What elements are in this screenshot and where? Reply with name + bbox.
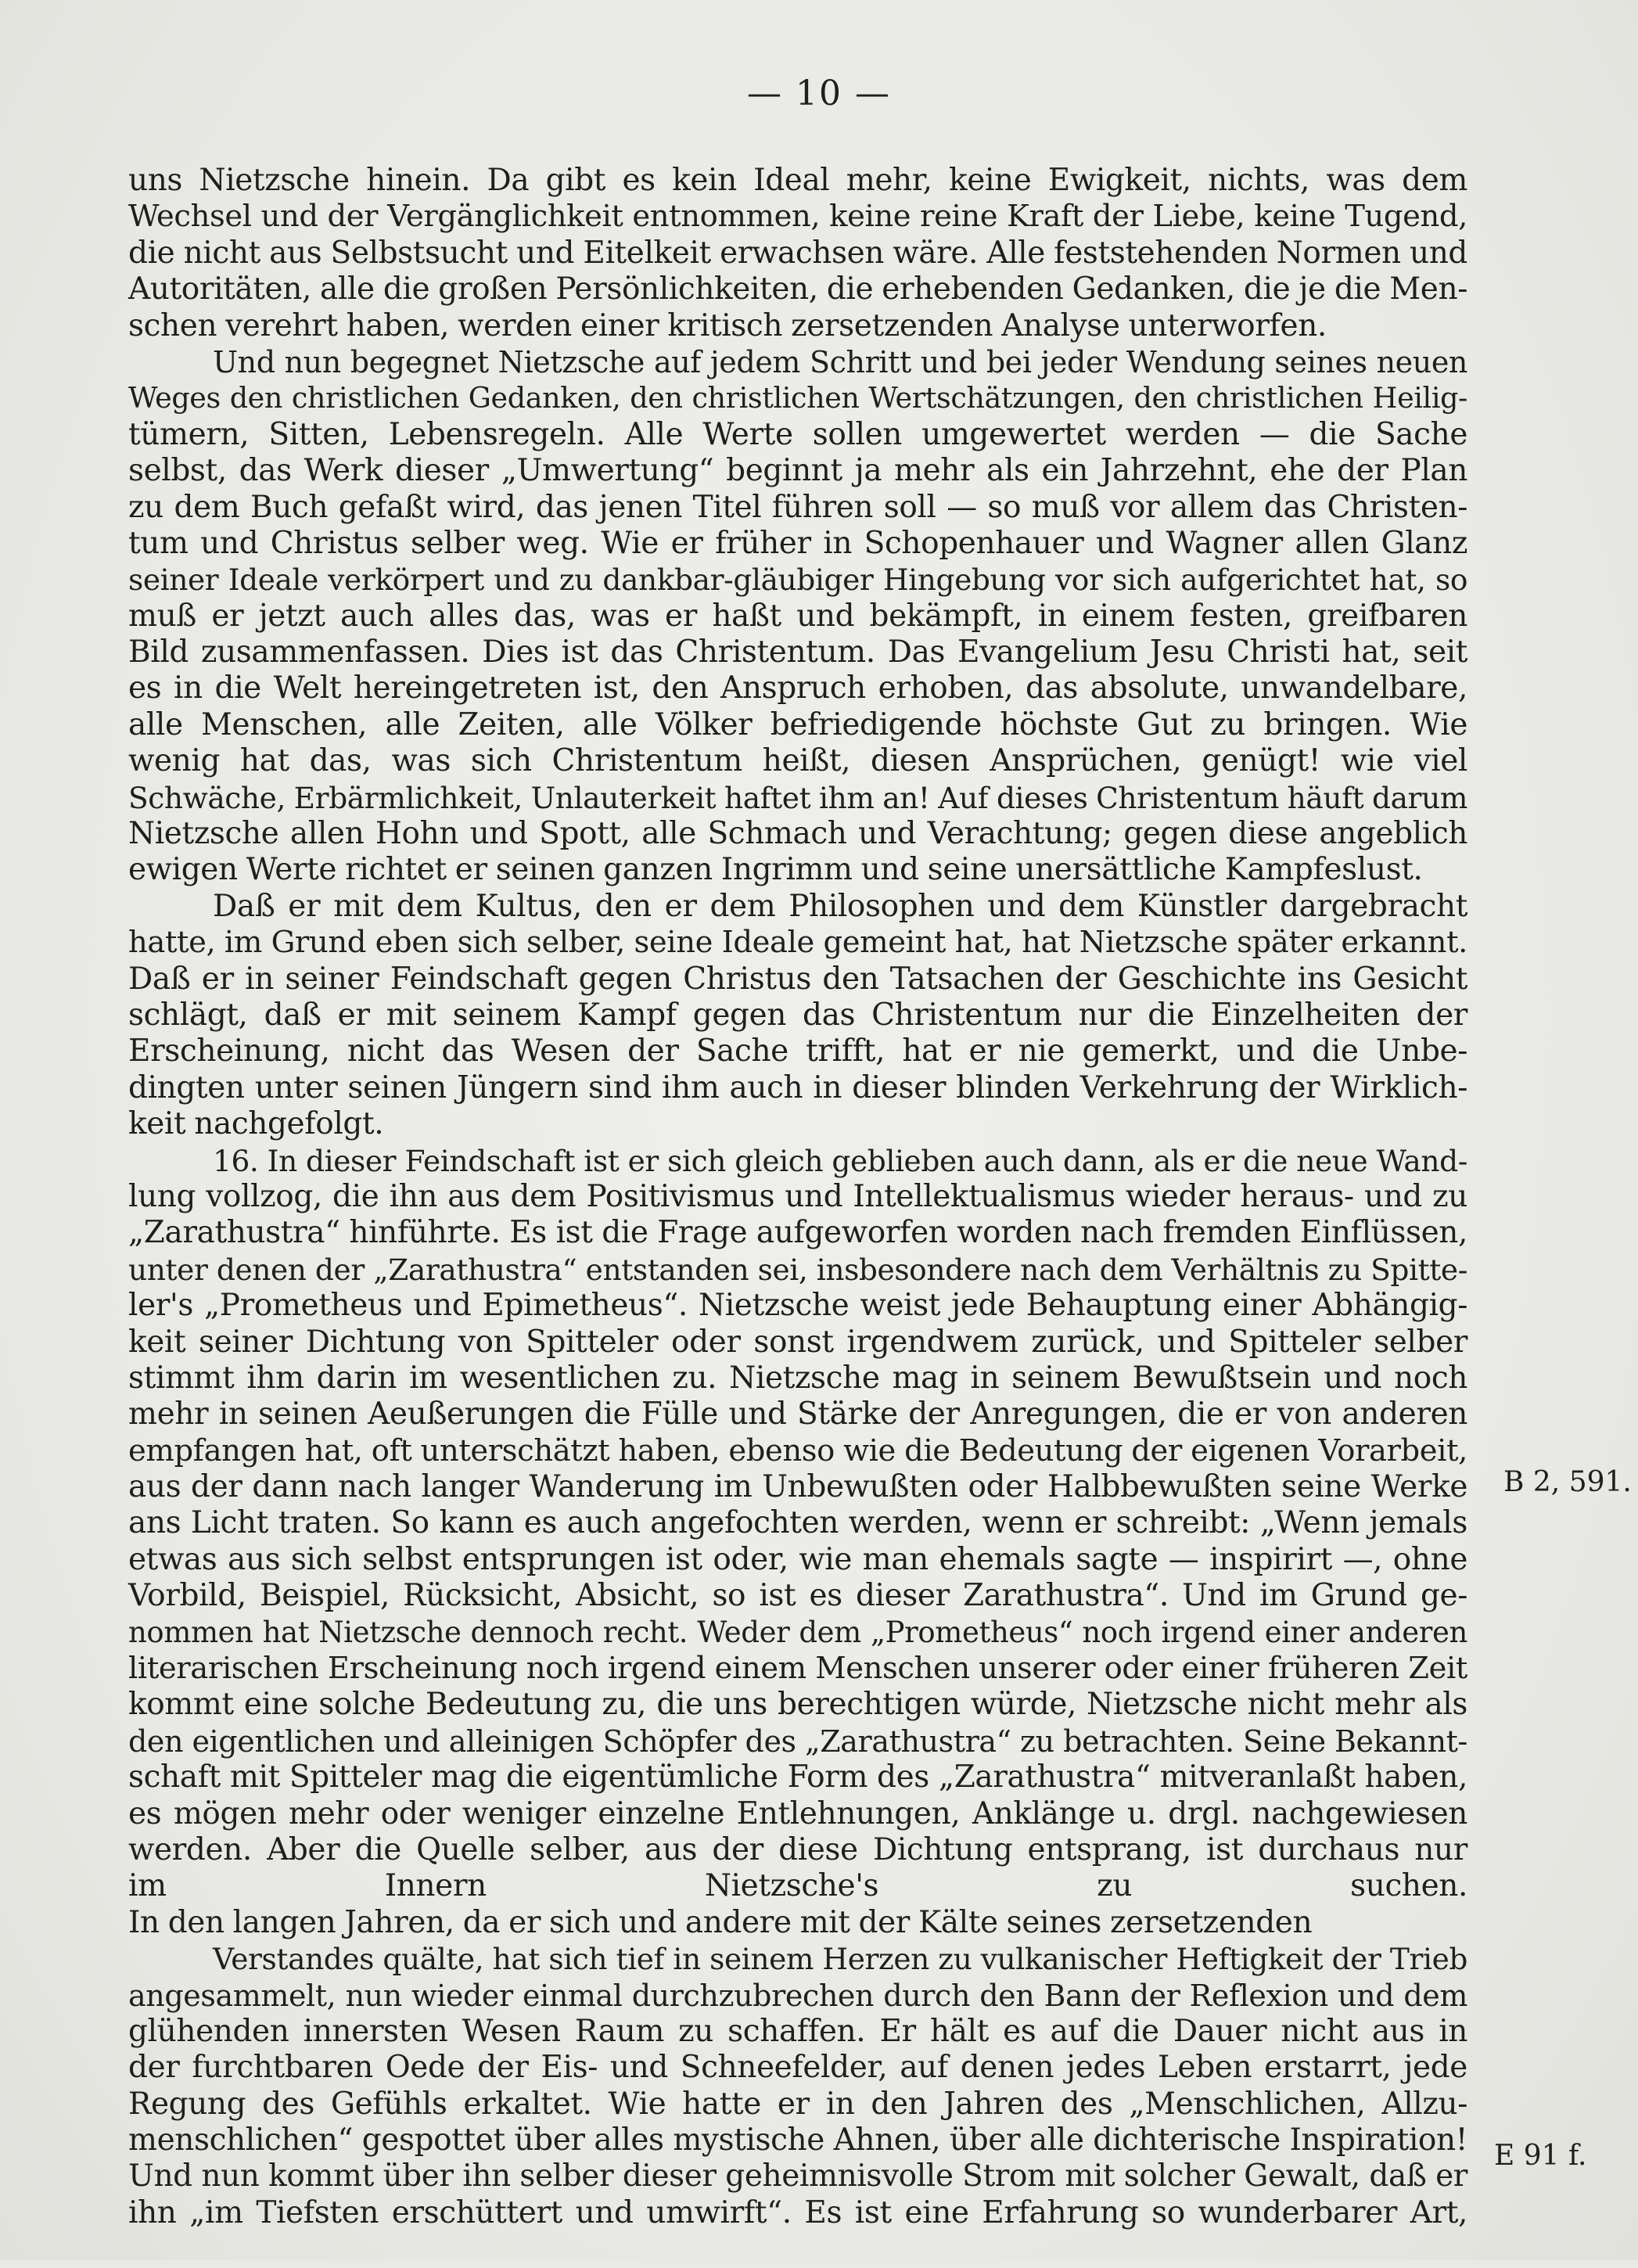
text-line: hatte, im Grund eben sich selber, seine Ideale gemeint hat, hat Nietzsche später erkannt. [128, 925, 1467, 961]
text-line: es mögen mehr oder weniger einzelne Entlehnungen, Anklänge u. drgl. nachgewiesen [128, 1795, 1467, 1831]
text-line: ans Licht traten. So kann es auch angefochten werden, wenn er schreibt: „Wenn jemals [128, 1505, 1467, 1541]
text-line: alle Menschen, alle Zeiten, alle Völker befriedigende höchste Gut zu bringen. Wie [128, 706, 1467, 742]
text-line: Bild zusammenfassen. Dies ist das Christentum. Das Evangelium Jesu Christi hat, seit [128, 634, 1467, 670]
margin-reference-note: B 2, 591. [1503, 1466, 1632, 1498]
text-line: dingten unter seinen Jüngern sind ihm auch in dieser blinden Verkehrung der Wirklich- [128, 1069, 1467, 1105]
text-line: empfangen hat, oft unterschätzt haben, ebenso wie die Bedeutung der eigenen Vorarbeit, [128, 1432, 1467, 1468]
text-line: Und nun kommt über ihn selber dieser geheimnisvolle Strom mit solcher Gewalt, daß er [128, 2158, 1467, 2194]
margin-reference-note: E 91 f. [1494, 2140, 1587, 2172]
text-line: Verstandes quälte, hat sich tief in seinem Herzen zu vulkanischer Heftigkeit der Trieb [213, 1942, 1467, 1977]
text-line: literarischen Erscheinung noch irgend einem Menschen unserer oder einer früheren Zeit [128, 1651, 1467, 1687]
text-line: keit seiner Dichtung von Spitteler oder sonst irgendwem zurück, und Spitteler selber [128, 1324, 1467, 1360]
text-line: Daß er in seiner Feindschaft gegen Christus den Tatsachen der Geschichte ins Gesicht [128, 961, 1467, 997]
text-line: In den langen Jahren, da er sich und andere mit der Kälte seines zersetzenden [128, 1904, 1313, 1940]
text-line: werden. Aber die Quelle selber, aus der diese Dichtung entsprang, ist durchaus nur [128, 1831, 1467, 1867]
text-line: ler's „Prometheus und Epimetheus“. Nietzsche weist jede Behauptung einer Abhängig- [128, 1288, 1467, 1324]
text-line: mehr in seinen Aeußerungen die Fülle und Stärke der Anregungen, die er von anderen [128, 1396, 1467, 1432]
text-line: angesammelt, nun wieder einmal durchzubrechen durch den Bann der Reflexion und dem [128, 1978, 1467, 2013]
text-line: schlägt, daß er mit seinem Kampf gegen das Christentum nur die Einzelheiten der [128, 997, 1467, 1033]
text-line: im Innern Nietzsche's zu suchen. [128, 1868, 1467, 1904]
text-line: die nicht aus Selbstsucht und Eitelkeit erwachsen wäre. Alle feststehenden Normen und [128, 235, 1467, 271]
text-line: schaft mit Spitteler mag die eigentümliche Form des „Zarathustra“ mitveranlaßt haben, [128, 1759, 1467, 1795]
text-line: ihn „im Tiefsten erschüttert und umwirft“. Es ist eine Erfahrung so wunderbarer Art, [128, 2194, 1467, 2230]
text-line: stimmt ihm darin im wesentlichen zu. Nietzsche mag in seinem Bewußtsein und noch [128, 1360, 1467, 1396]
text-line: ewigen Werte richtet er seinen ganzen Ingrimm und seine unersättliche Kampfeslust. [128, 852, 1423, 888]
text-line: keit nachgefolgt. [128, 1106, 384, 1142]
text-line: Regung des Gefühls erkaltet. Wie hatte er in den Jahren des „Menschlichen, Allzu- [128, 2086, 1467, 2122]
text-line: lung vollzog, die ihn aus dem Positivismus und Intellektualismus wieder heraus- und zu [128, 1178, 1467, 1214]
text-line: Daß er mit dem Kultus, den er dem Philosophen und dem Künstler dargebracht [213, 888, 1467, 924]
text-line: tümern, Sitten, Lebensregeln. Alle Werte sollen umgewertet werden — die Sache [128, 416, 1467, 452]
text-line: nommen hat Nietzsche dennoch recht. Weder dem „Prometheus“ noch irgend einer anderen [128, 1615, 1467, 1649]
text-line: uns Nietzsche hinein. Da gibt es kein Ideal mehr, keine Ewigkeit, nichts, was dem [128, 163, 1467, 198]
text-line: tum und Christus selber weg. Wie er früher in Schopenhauer und Wagner allen Glanz [128, 525, 1467, 561]
text-line: zu dem Buch gefaßt wird, das jenen Titel führen soll — so muß vor allem das Christen- [128, 489, 1467, 525]
text-line: den eigentlichen und alleinigen Schöpfer des „Zarathustra“ zu betrachten. Seine Bekannt- [128, 1723, 1467, 1759]
text-line: unter denen der „Zarathustra“ entstanden sei, insbesondere nach dem Verhältnis zu Spitte- [128, 1252, 1467, 1287]
text-line: etwas aus sich selbst entsprungen ist oder, wie man ehemals sagte — inspirirt —, ohne [128, 1541, 1467, 1577]
text-line: Autoritäten, alle die großen Persönlichkeiten, die erhebenden Gedanken, die je die Men- [128, 271, 1467, 307]
text-line: wenig hat das, was sich Christentum heißt, diesen Ansprüchen, genügt! wie viel [128, 743, 1467, 779]
page-number: — 10 — [747, 74, 891, 113]
text-line: Vorbild, Beispiel, Rücksicht, Absicht, so ist es dieser Zarathustra“. Und im Grund ge- [128, 1578, 1467, 1614]
text-line: seiner Ideale verkörpert und zu dankbar-gläubiger Hingebung vor sich aufgerichtet hat, so [128, 563, 1467, 598]
text-line: „Zarathustra“ hinführte. Es ist die Frage aufgeworfen worden nach fremden Einflüssen, [128, 1215, 1467, 1251]
text-line: 16. In dieser Feindschaft ist er sich gleich geblieben auch dann, als er die neue Wand- [213, 1143, 1467, 1178]
text-line: Weges den christlichen Gedanken, den christlichen Wertschätzungen, den christlichen Heilig- [128, 381, 1467, 415]
text-line: Schwäche, Erbärmlichkeit, Unlauterkeit haftet ihm an! Auf dieses Christentum häuft darum [128, 780, 1467, 815]
text-line: glühenden innersten Wesen Raum zu schaffen. Er hält es auf die Dauer nicht aus in [128, 2013, 1467, 2049]
body-text [128, 163, 1467, 2268]
text-line: kommt eine solche Bedeutung zu, die uns berechtigen würde, Nietzsche nicht mehr als [128, 1687, 1467, 1723]
text-line: aus der dann nach langer Wanderung im Unbewußten oder Halbbewußten seine Werke [128, 1469, 1467, 1505]
text-line: der furchtbaren Oede der Eis- und Schneefelder, auf denen jedes Leben erstarrt, jede [128, 2050, 1467, 2086]
text-line: es in die Welt hereingetreten ist, den Anspruch erhoben, das absolute, unwandelbare, [128, 670, 1467, 706]
text-line [128, 2231, 1467, 2267]
text-line: Wechsel und der Vergänglichkeit entnommen, keine reine Kraft der Liebe, keine Tugend, [128, 199, 1467, 235]
text-line: Erscheinung, nicht das Wesen der Sache trifft, hat er nie gemerkt, und die Unbe- [128, 1033, 1467, 1069]
text-line: Und nun begegnet Nietzsche auf jedem Schritt und bei jeder Wendung seines neuen [213, 344, 1467, 379]
text-line: Nietzsche allen Hohn und Spott, alle Schmach und Verachtung; gegen diese angeblich [128, 816, 1467, 852]
text-line: muß er jetzt auch alles das, was er haßt und bekämpft, in einem festen, greifbaren [128, 598, 1467, 634]
text-line: menschlichen“ gespottet über alles mystische Ahnen, über alle dichterische Inspiration! [128, 2122, 1467, 2158]
text-line: selbst, das Werk dieser „Umwertung“ beginnt ja mehr als ein Jahrzehnt, ehe der Plan [128, 453, 1467, 489]
text-line: schen verehrt haben, werden einer kritisch zersetzenden Analyse unterworfen. [128, 307, 1327, 343]
